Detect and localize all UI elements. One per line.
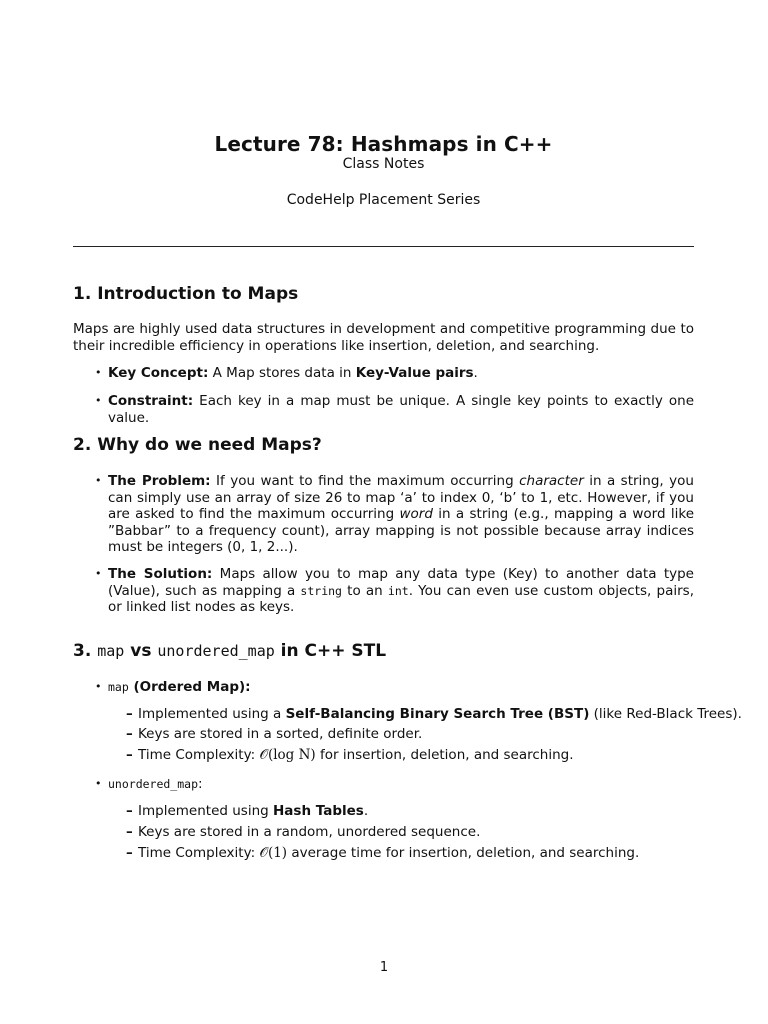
section-3-heading: 3. map vs unordered_map in C++ STL (73, 641, 387, 661)
document-title: Lecture 78: Hashmaps in C++ (214, 132, 553, 156)
document-subtitle: Class Notes (342, 156, 425, 172)
bullet-marker: • (95, 366, 102, 379)
problem-label: The Problem: (108, 473, 211, 489)
document-page: Lecture 78: Hashmaps in C++ Class Notes CodeHelp Placement Series 1. Introduction to Maps Maps are highly used data structures in development and competitive programming due to their incredible efficiency in operations like insertion, deletion, and searching. • Key Concept: A Map stores data in Key-Value pairs. • Constraint: Each key in a map must be unique. A single key points to exactly one value. 2. Why do we need Maps? • The Problem: If you want to find the maximum occurring character in a string, you can simply use an array of size 26 to map ‘a’ to index 0, ‘b’ to 1, etc. However, if you are asked to find the maximum occurring word in a string (e.g., mapping a word like ”Babbar” to a frequency count), array mapping is not possible because array indices must be integers (0, 1, 2...). • The Solution: Maps allow you to map any data type (Key) to another data type (Value), such as mapping a string to an int. You can even use custom objects, pairs, or linked list nodes as keys. 3. map vs unordered_map in C++ STL • map (Ordered Map): – Implemented using a Self-Balancing Binary Search Tree (BST) (like Red-Black Trees). – Keys are stored in a sorted, definite order. – Time Complexity: 𝒪(log N) for insertion, deletion, and searching. • unordered_map: – Implemented using Hash Tables. – Keys are stored in a random, unordered sequence. – Time Complexity: 𝒪(1) average time for insertion, deletion, and searching. (73, 132, 742, 861)
document-series: CodeHelp Placement Series (286, 192, 481, 208)
section-1-heading: 1. Introduction to Maps (73, 284, 299, 304)
solution-label: The Solution: (108, 566, 213, 582)
complexity-formula: 𝒪(log N) (259, 747, 316, 763)
unordered-map-code: unordered_map (108, 777, 199, 791)
bullet-marker: • (95, 474, 102, 487)
bullet-marker: • (95, 394, 102, 407)
map-code: map (108, 680, 129, 694)
section-2-heading: 2. Why do we need Maps? (73, 435, 322, 455)
complexity-formula: 𝒪(1) (259, 845, 288, 861)
bullet-marker: • (95, 567, 102, 580)
title-divider (73, 246, 694, 247)
bullet-marker: • (95, 777, 102, 790)
page-number: 1 (379, 960, 389, 975)
section-1-paragraph: Maps are highly used data structures in development and competitive programming due to their incredible efficiency in operations like insertion, deletion, and searching. (73, 321, 694, 354)
bullet-marker: • (95, 680, 102, 693)
key-concept-label: Key Concept: (108, 365, 209, 381)
constraint-label: Constraint: (108, 393, 194, 409)
